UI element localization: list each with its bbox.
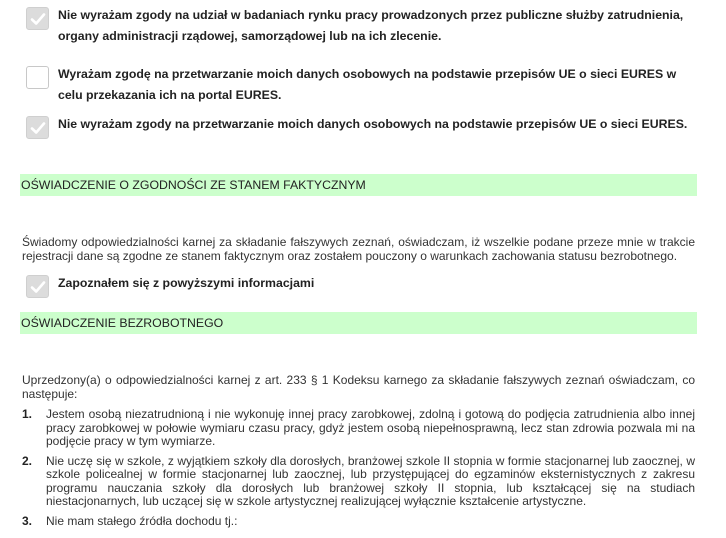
consent-eures-transfer[interactable] (26, 64, 702, 106)
declaration-list (22, 408, 695, 534)
list-item (22, 515, 695, 529)
acknowledgement-label: Zapoznałem się z powyższymi informacjami (58, 276, 315, 290)
consent-market-research[interactable] (26, 5, 702, 47)
list-item (22, 408, 695, 449)
checkbox-eures-processing[interactable] (26, 116, 49, 139)
consent-eures-processing[interactable] (26, 114, 702, 139)
list-item-number: 3. (22, 513, 33, 528)
acknowledgement[interactable] (26, 273, 702, 298)
consent-label: Wyrażam zgodę na przetwarzanie moich danych osobowych na podstawie przepisów UE o sieci EURES w celu przekazania ich na portal EURES. (58, 67, 677, 102)
list-item-text: Nie uczę się w szkole, z wyjątkiem szkoły dla dorosłych, branżowej szkole II stopnia w formie stacjonarnej lub zaocznej, w szkole policealnej w formie stacjonarnej lub zaocznej, lub przystępującej do egzaminów eksternistycznych z zakresu programu nauczania szkoły dla dorosłych lub branżowej szkoły II stopnia, lub kształcącej się na studiach niestacjonarnych, lub uczącej się w szkole artystycznej realizującej wyłącznie kształcenie artystyczne. (46, 453, 695, 508)
checkbox-acknowledgement[interactable] (26, 275, 49, 298)
list-item-number: 1. (22, 407, 33, 421)
list-item-text: Nie mam stałego źródła dochodu tj.: (46, 513, 238, 528)
section-heading-unemployed: OŚWIADCZENIE BEZROBOTNEGO (20, 312, 697, 334)
checkmark-icon (30, 279, 46, 295)
list-item-number: 2. (22, 453, 33, 468)
consent-label: Nie wyrażam zgody na przetwarzanie moich danych osobowych na podstawie przepisów UE o sieci EURES. (58, 117, 688, 131)
consent-label: Nie wyrażam zgody na udział w badaniach rynku pracy prowadzonych przez publiczne służby zatrudnienia, organy administracji rządowej, samorządowej lub na ich zlecenie. (58, 8, 684, 43)
checkmark-icon (30, 120, 46, 136)
factual-statement-text: Świadomy odpowiedzialności karnej za składanie fałszywych zeznań, oświadczam, iż wszelkie podane przeze mnie w trakcie rejestracji dane są zgodne ze stanem faktycznym oraz zostałem pouczony o warunkach zachowania statusu bezrobotnego. (22, 235, 695, 263)
checkbox-eures-transfer[interactable] (26, 66, 49, 89)
checkbox-market-research[interactable] (26, 7, 49, 30)
unemployed-intro-text: Uprzedzony(a) o odpowiedzialności karnej z art. 233 § 1 Kodeksu karnego za składanie fałszywych zeznań oświadczam, co następuje: (22, 373, 695, 401)
list-item-text: Jestem osobą niezatrudnioną i nie wykonuję innej pracy zarobkowej, zdolną i gotową do podjęcia zatrudnienia albo innej pracy zarobkowej w połowie wymiaru czasu pracy, gdyż jestem osobą niepełnosprawną, lecz stan zdrowia pozwala mi na podjęcie pracy w tym wymiarze. (46, 407, 695, 448)
checkmark-icon (30, 11, 46, 27)
list-item (22, 455, 695, 509)
section-heading-factual: OŚWIADCZENIE O ZGODNOŚCI ZE STANEM FAKTYCZNYM (20, 174, 697, 196)
